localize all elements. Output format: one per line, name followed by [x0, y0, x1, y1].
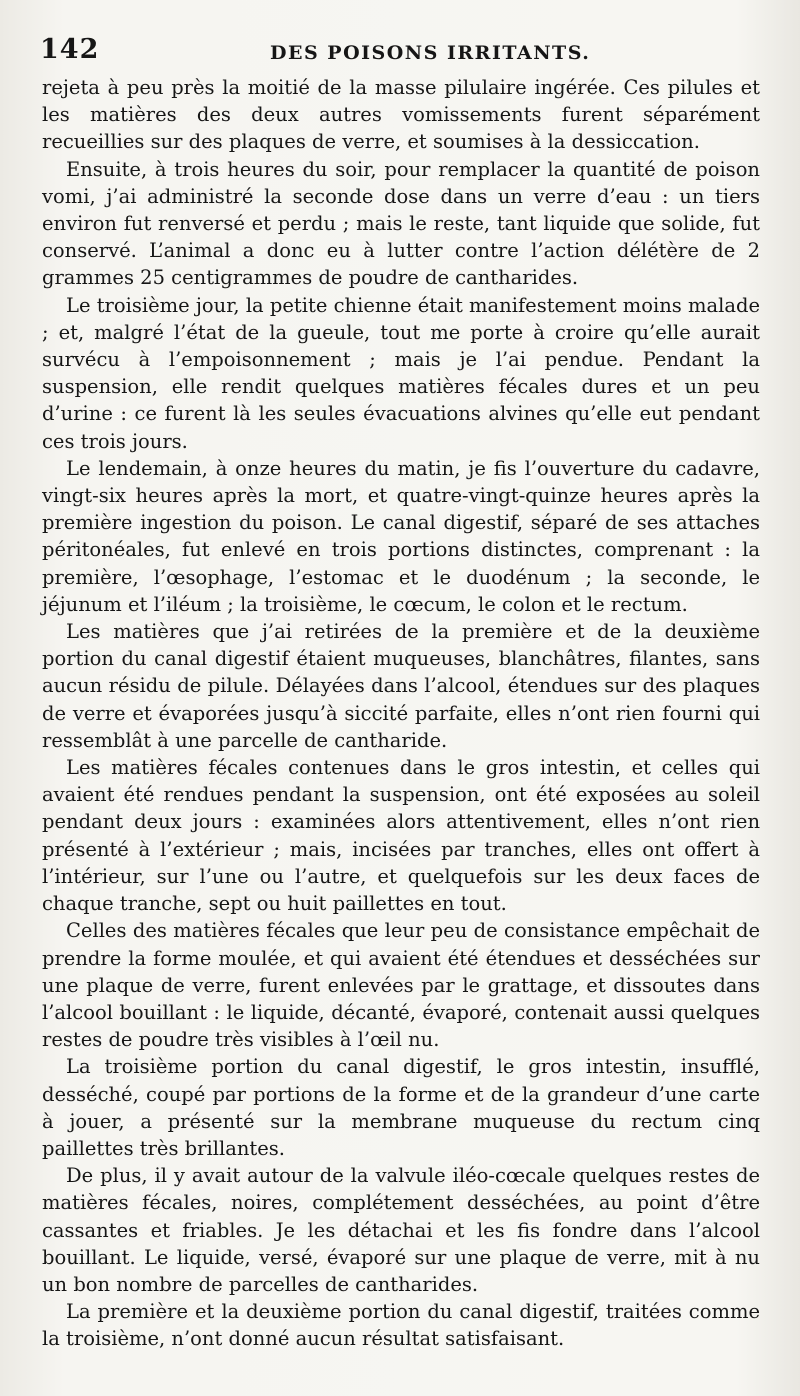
page-number: 142: [40, 34, 100, 65]
paragraph: De plus, il y avait autour de la valvule iléo-cœcale quelques restes de matières fécales, noires, complétement desséchées, au point d’être cassantes et friables. Je les détachai et les fis fondre dans l’alcool bouillant. Le liquide, versé, évaporé sur une plaque de verre, mit à nu un bon nombre de parcelles de cantharides.: [42, 1164, 760, 1296]
paragraph: Celles des matières fécales que leur peu de consistance empêchait de prendre la forme moulée, et qui avaient été étendues et desséchées sur une plaque de verre, furent enlevées par le grattage, et dissoutes dans l’alcool bouillant : le liquide, décanté, évaporé, contenait aussi quelques restes de poudre très visibles à l’œil nu.: [42, 919, 760, 1052]
paragraph: Le lendemain, à onze heures du matin, je fis l’ouverture du cadavre, vingt-six heures après la mort, et quatre-vingt-quinze heures après la première ingestion du poison. Le canal digestif, séparé de ses attaches péritonéales, fut enlevé en trois portions distinctes, comprenant : la première, l’œsophage, l’estomac et le duodénum ; la seconde, le jéjunum et l’iléum ; la troisième, le cœcum, le colon et le rectum.: [42, 456, 760, 616]
paragraph: Ensuite, à trois heures du soir, pour remplacer la quantité de poison vomi, j’ai administré la seconde dose dans un verre d’eau : un tiers environ fut renversé et perdu ; mais le reste, tant liquide que solide, fut conservé. L’animal a donc eu à lutter contre l’action délétère de 2 grammes 25 centigrammes de poudre de cantharides.: [42, 157, 760, 290]
paragraph: rejeta à peu près la moitié de la masse pilulaire ingérée. Ces pilules et les matières des deux autres vomissements furent séparément recueillies sur des plaques de verre, et soumises à la dessiccation.: [42, 76, 760, 154]
paragraph: Les matières fécales contenues dans le gros intestin, et celles qui avaient été rendues pendant la suspension, ont été exposées au soleil pendant deux jours : examinées alors attentivement, elles n’ont rien présenté à l’extérieur ; mais, incisées par tranches, elles ont offert à l’intérieur, sur l’une ou l’autre, et quelquefois sur les deux faces de chaque tranche, sept ou huit paillettes en tout.: [42, 756, 760, 916]
body-text: [42, 74, 760, 1353]
paragraph: Les matières que j’ai retirées de la première et de la deuxième portion du canal digestif étaient muqueuses, blanchâtres, filantes, sans aucun résidu de pilule. Délayées dans l’alcool, étendues sur des plaques de verre et évaporées jusqu’à siccité parfaite, elles n’ont rien fourni qui ressemblât à une parcelle de cantharide.: [42, 620, 760, 752]
paragraph: La première et la deuxième portion du canal digestif, traitées comme la troisième, n’ont donné aucun résultat satisfaisant.: [42, 1300, 760, 1351]
page-header: [40, 34, 760, 74]
paragraph: Le troisième jour, la petite chienne était manifestement moins malade ; et, malgré l’état de la gueule, tout me porte à croire qu’elle aurait survécu à l’empoisonnement ; mais je l’ai pendue. Pendant la suspension, elle rendit quelques matières fécales dures et un peu d’urine : ce furent là les seules évacuations alvines qu’elle eut pendant ces trois jours.: [42, 293, 760, 453]
paragraph: La troisième portion du canal digestif, le gros intestin, insufflé, desséché, coupé par portions de la forme et de la grandeur d’une carte à jouer, a présenté sur la membrane muqueuse du rectum cinq paillettes très brillantes.: [42, 1055, 760, 1160]
running-title: DES POISONS IRRITANTS.: [270, 42, 591, 64]
